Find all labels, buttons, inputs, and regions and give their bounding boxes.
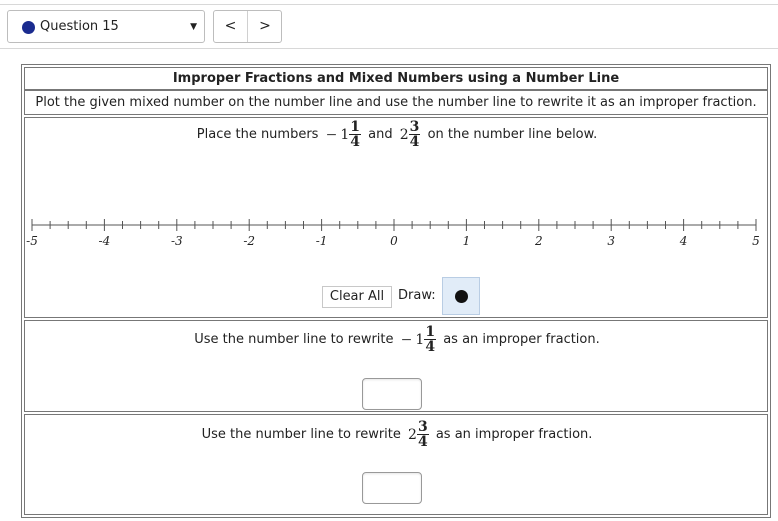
point-dot-icon (455, 290, 468, 303)
mixed-number-negative-one-quarter: − 1 $\frac{1}{4}$ (325, 119, 360, 150)
tick-label: 5 (752, 234, 760, 248)
question-navigation (213, 10, 282, 43)
plot-prompt-before: Place the numbers (196, 127, 319, 142)
plot-prompt (25, 120, 769, 149)
problem-title: Improper Fractions and Mixed Numbers using a Number Line (24, 67, 768, 90)
question-selector-label: Question 15 (40, 19, 119, 34)
rewrite-section-2 (24, 414, 768, 515)
tick-label: 2 (534, 234, 543, 248)
tick-label: 4 (679, 234, 688, 248)
tick-label: -2 (243, 234, 256, 248)
plot-prompt-between: and (368, 127, 393, 142)
question-selector[interactable] (7, 10, 205, 43)
answer-input-2[interactable] (362, 472, 422, 504)
plot-section (24, 117, 768, 318)
rewrite-prompt-1: Use the number line to rewrite − 1 $\frac{1}{4}$ as an improper fraction. (194, 324, 600, 355)
tick-label: -4 (98, 234, 111, 248)
draw-label: Draw: (398, 288, 436, 303)
dropdown-caret-icon: ▼ (190, 22, 197, 32)
draw-point-tool[interactable] (442, 277, 480, 315)
mixed-number-two-three-quarters: 2 $\frac{3}{4}$ (399, 119, 420, 150)
header-divider (0, 48, 778, 49)
previous-question-button[interactable]: < (214, 11, 248, 42)
question-status-dot-icon (22, 21, 35, 34)
tick-label: 3 (607, 234, 616, 248)
tick-label: 1 (462, 234, 471, 248)
clear-all-button[interactable]: Clear All (322, 286, 392, 308)
plot-prompt-after: on the number line below. (427, 127, 598, 142)
tick-label: -3 (170, 234, 183, 248)
tick-label: -1 (315, 234, 328, 248)
tick-label: 0 (390, 234, 398, 248)
mixed-number-two-three-quarters: 2 $\frac{3}{4}$ (408, 419, 428, 450)
answer-input-1[interactable] (362, 378, 422, 410)
problem-instruction: Plot the given mixed number on the number line and use the number line to rewrite it as an improper fraction. (24, 90, 768, 115)
tick-label: -5 (26, 234, 38, 248)
next-question-button[interactable]: > (259, 18, 271, 34)
number-line[interactable] (25, 213, 769, 253)
rewrite-section-1 (24, 320, 768, 412)
rewrite-prompt-2: Use the number line to rewrite 2 $\frac{3}{4}$ as an improper fraction. (201, 419, 593, 450)
top-divider (0, 4, 778, 5)
mixed-number-negative-one-quarter: − 1 $\frac{1}{4}$ (400, 324, 436, 355)
problem-table (21, 64, 771, 518)
